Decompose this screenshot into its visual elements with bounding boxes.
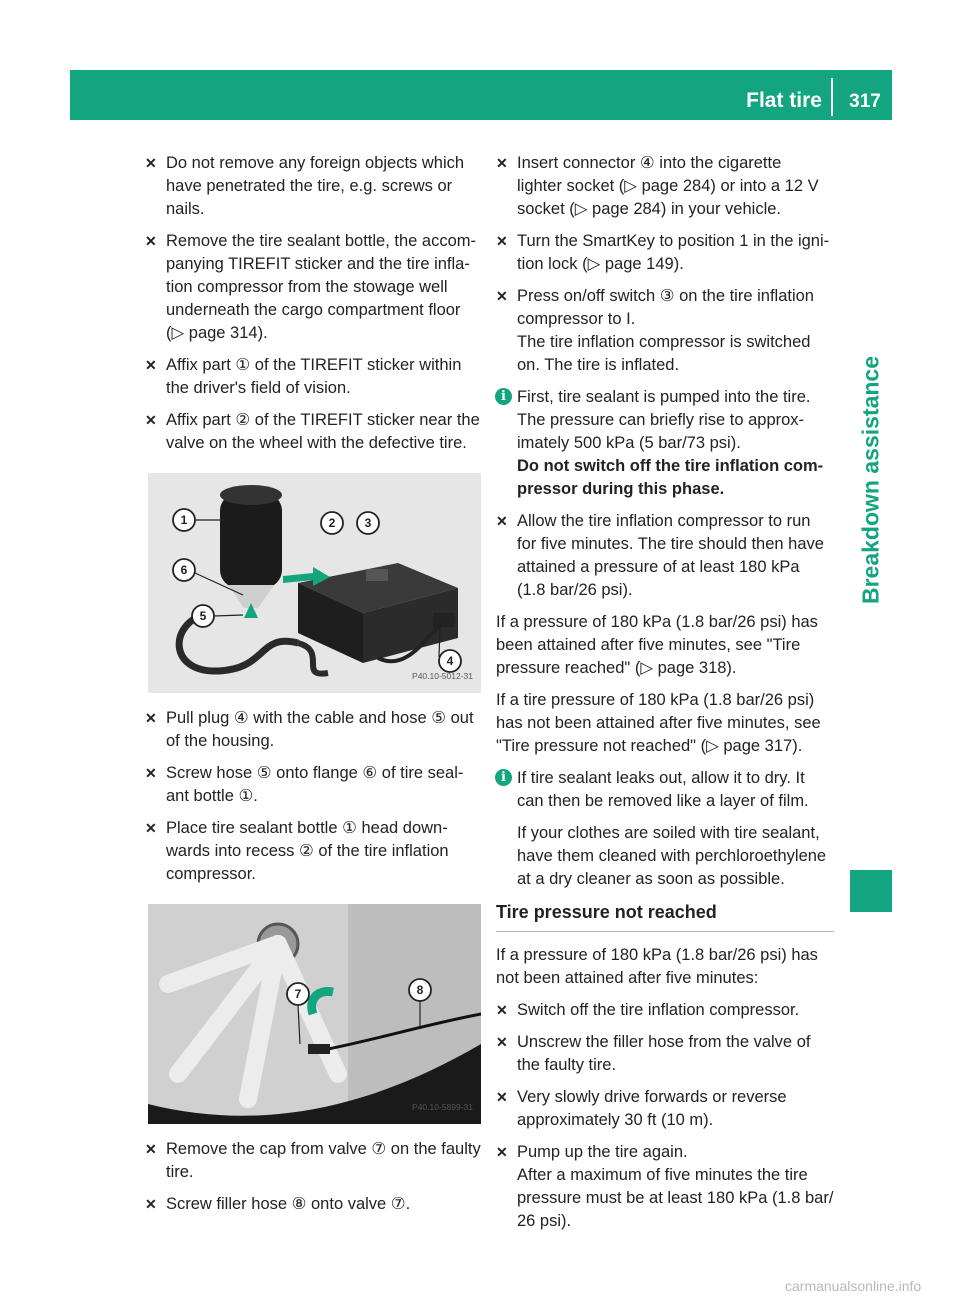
text-line: pressure must be at least 180 kPa (1.8 bar/ [517, 1189, 834, 1207]
callout-2: 2 [328, 516, 336, 530]
instruction-step [496, 1086, 834, 1132]
instruction-step [496, 152, 834, 221]
text-line: ✕ Place tire sealant bottle ① head down- [166, 819, 448, 837]
text-line: for five minutes. The tire should then have [517, 535, 824, 553]
text-line: ✕ Insert connector ④ into the cigarette [517, 154, 782, 172]
callout-6: 6 [180, 563, 188, 577]
text-line: have them cleaned with perchloroethylene [517, 847, 827, 865]
text-line: After a maximum of five minutes the tire [517, 1166, 808, 1184]
text-line: approximately 30 ft (10 m). [517, 1111, 714, 1129]
text-line: ✕ Unscrew the filler hose from the valve of [517, 1033, 811, 1051]
instruction-step [145, 1193, 483, 1216]
text-line: have penetrated the tire, e.g. screws or [166, 177, 453, 195]
figure-tirefit-kit [148, 473, 481, 693]
right-column [496, 152, 834, 1242]
text-line: tire. [166, 1163, 194, 1181]
note-text [517, 822, 834, 891]
left-column [145, 152, 483, 1225]
text-line: ✕ Pump up the tire again. [517, 1143, 688, 1161]
text-line: imately 500 kPa (5 bar/73 psi). [517, 434, 741, 452]
instruction-step [145, 762, 483, 808]
info-note [496, 767, 834, 891]
text-line: lighter socket (▷ page 284) or into a 12 V [517, 177, 819, 195]
text-line: not been attained after five minutes: [496, 969, 759, 987]
callout-5: 5 [199, 609, 207, 623]
info-icon: i [495, 388, 512, 405]
note-text [517, 386, 834, 455]
note-text [517, 767, 834, 813]
text-line: If a tire pressure of 180 kPa (1.8 bar/26 psi) [496, 691, 815, 709]
text-line: ant bottle ①. [166, 787, 258, 805]
instruction-step [496, 510, 834, 602]
step-list [145, 707, 483, 886]
text-line: ✕ Pull plug ④ with the cable and hose ⑤ out [166, 709, 474, 727]
text-line: tion compressor from the stowage well [166, 278, 448, 296]
step-list [145, 152, 483, 455]
instruction-step [145, 1138, 483, 1184]
text-line: ✕ Do not remove any foreign objects which [166, 154, 465, 172]
text-line: compressor. [166, 865, 256, 883]
text-line: ✕ Switch off the tire inflation compressor. [517, 1001, 800, 1019]
figure-code: P40.10-5012-31 [412, 671, 473, 681]
instruction-step [145, 152, 483, 221]
note-warning-text [517, 455, 834, 501]
step-list [496, 152, 834, 377]
callout-3: 3 [364, 516, 372, 530]
text-line: has not been attained after five minutes, see [496, 714, 821, 732]
text-line: If tire sealant leaks out, allow it to dry. It [517, 769, 805, 787]
text-line: valve on the wheel with the defective tire. [166, 434, 467, 452]
text-line: can then be removed like a layer of film. [517, 792, 809, 810]
text-line: of the housing. [166, 732, 275, 750]
text-line: tion lock (▷ page 149). [517, 255, 684, 273]
paragraph [496, 611, 834, 680]
text-line: ✕ Affix part ② of the TIREFIT sticker near the [166, 411, 480, 429]
callout-8: 8 [416, 983, 424, 997]
text-line: socket (▷ page 284) in your vehicle. [517, 200, 781, 218]
page-title: Flat tire [746, 89, 822, 112]
instruction-step [145, 230, 483, 345]
figure-code: P40.10-5899-31 [412, 1102, 473, 1112]
instruction-step [145, 707, 483, 753]
callout-7: 7 [294, 987, 302, 1001]
text-line: (▷ page 314). [166, 324, 268, 342]
text-line: at a dry cleaner as soon as possible. [517, 870, 785, 888]
page-number: 317 [849, 91, 881, 112]
text-line: on. The tire is inflated. [517, 356, 680, 374]
footer-watermark: carmanualsonline.info [785, 1278, 922, 1294]
text-line: pressor during this phase. [517, 480, 725, 498]
section-heading: Tire pressure not reached [496, 900, 834, 932]
side-section-label: Breakdown assistance [857, 355, 884, 605]
step-list [496, 510, 834, 602]
text-line: ✕ Remove the tire sealant bottle, the accom- [166, 232, 476, 250]
side-section-marker [850, 870, 892, 912]
info-note [496, 386, 834, 501]
text-line: ✕ Screw filler hose ⑧ onto valve ⑦. [166, 1195, 411, 1213]
text-line: "Tire pressure not reached" (▷ page 317). [496, 737, 803, 755]
header-divider [831, 78, 833, 116]
instruction-step [496, 230, 834, 276]
figure-wheel-valve [148, 904, 481, 1124]
text-line: underneath the cargo compartment floor [166, 301, 461, 319]
paragraph [496, 689, 834, 758]
instruction-step [496, 285, 834, 377]
text-line: If a pressure of 180 kPa (1.8 bar/26 psi) has [496, 946, 818, 964]
text-line: (1.8 bar/26 psi). [517, 581, 633, 599]
text-line: 26 psi). [517, 1212, 572, 1230]
text-line: First, tire sealant is pumped into the tire. [517, 388, 811, 406]
info-icon: i [495, 769, 512, 786]
text-line: the driver's field of vision. [166, 379, 351, 397]
callout-1: 1 [180, 513, 188, 527]
text-line: compressor to I. [517, 310, 636, 328]
text-line: nails. [166, 200, 205, 218]
step-list [145, 1138, 483, 1216]
instruction-step [145, 409, 483, 455]
text-line: ✕ Allow the tire inflation compressor to run [517, 512, 811, 530]
instruction-step [145, 354, 483, 400]
text-line: Do not switch off the tire inflation com- [517, 457, 824, 475]
text-line: ✕ Affix part ① of the TIREFIT sticker within [166, 356, 462, 374]
text-line: ✕ Press on/off switch ③ on the tire inflation [517, 287, 814, 305]
instruction-step [145, 817, 483, 886]
instruction-step [496, 999, 834, 1022]
instruction-step [496, 1141, 834, 1233]
text-line: ✕ Screw hose ⑤ onto flange ⑥ of tire seal- [166, 764, 464, 782]
instruction-step [496, 1031, 834, 1077]
text-line: attained a pressure of at least 180 kPa [517, 558, 800, 576]
callout-4: 4 [446, 654, 454, 668]
paragraph [496, 944, 834, 990]
wheel-valve-illustration [148, 904, 481, 1124]
text-line: The pressure can briefly rise to approx- [517, 411, 805, 429]
text-line: wards into recess ② of the tire inflation [166, 842, 449, 860]
text-line: pressure reached" (▷ page 318). [496, 659, 737, 677]
text-line: ✕ Remove the cap from valve ⑦ on the faulty [166, 1140, 481, 1158]
text-line: ✕ Very slowly drive forwards or reverse [517, 1088, 787, 1106]
text-line: If a pressure of 180 kPa (1.8 bar/26 psi) has [496, 613, 818, 631]
text-line: If your clothes are soiled with tire sealant, [517, 824, 820, 842]
text-line: been attained after five minutes, see "Tire [496, 636, 801, 654]
tirefit-kit-illustration [148, 473, 481, 693]
text-line: panying TIREFIT sticker and the tire infla- [166, 255, 470, 273]
text-line: the faulty tire. [517, 1056, 617, 1074]
text-line: ✕ Turn the SmartKey to position 1 in the igni- [517, 232, 830, 250]
text-line: The tire inflation compressor is switched [517, 333, 811, 351]
step-list [496, 999, 834, 1233]
